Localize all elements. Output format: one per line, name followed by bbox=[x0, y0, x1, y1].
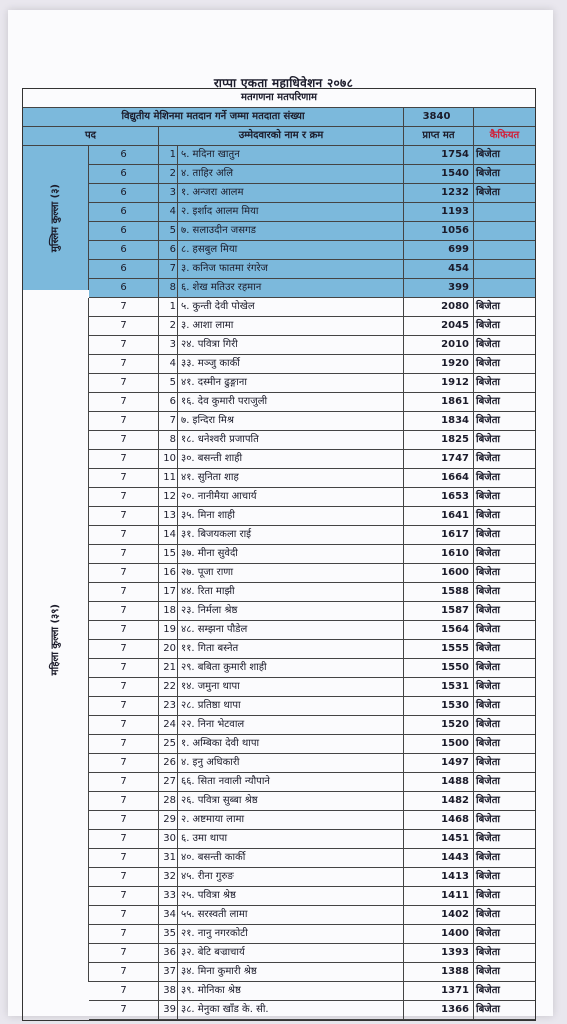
post-cell: 7 bbox=[89, 431, 159, 449]
candidate-name-cell: ३०. बसन्ती शाही bbox=[178, 450, 404, 468]
remark-cell: बिजेता bbox=[476, 776, 501, 787]
candidate-name-cell: ३३. मञ्जु कार्की bbox=[178, 355, 404, 373]
votes-cell: 1530 bbox=[404, 697, 474, 715]
candidate-name-cell: २९. बबिता कुमारी शाही bbox=[178, 659, 404, 677]
votes-cell: 1540 bbox=[404, 165, 474, 183]
votes-cell: 1550 bbox=[404, 659, 474, 677]
table-row bbox=[89, 621, 535, 640]
remark-cell: बिजेता bbox=[476, 168, 501, 179]
votes-cell: 1371 bbox=[404, 982, 474, 1000]
table-row bbox=[89, 431, 535, 450]
votes-cell: 1413 bbox=[404, 868, 474, 886]
votes-cell: 1653 bbox=[404, 488, 474, 506]
table-row bbox=[89, 279, 535, 298]
candidate-name-cell: ४५. रीना गुरुङ bbox=[178, 868, 404, 886]
rank-cell: 27 bbox=[159, 773, 178, 791]
header-remarks: कैफियत bbox=[489, 130, 520, 141]
post-cell: 7 bbox=[89, 659, 159, 677]
table-row bbox=[89, 298, 535, 317]
table-row bbox=[89, 564, 535, 583]
candidate-name-cell: १४. जमुना थापा bbox=[178, 678, 404, 696]
post-cell: 7 bbox=[89, 507, 159, 525]
remark-cell: बिजेता bbox=[476, 624, 501, 635]
table-row bbox=[89, 754, 535, 773]
remark-cell: बिजेता bbox=[476, 719, 501, 730]
post-cell: 7 bbox=[89, 355, 159, 373]
group-label bbox=[23, 146, 89, 290]
votes-cell: 1500 bbox=[404, 735, 474, 753]
rank-cell: 33 bbox=[159, 887, 178, 905]
remark-cell: बिजेता bbox=[476, 928, 501, 939]
rank-cell: 35 bbox=[159, 925, 178, 943]
rank-cell: 29 bbox=[159, 811, 178, 829]
rank-cell: 3 bbox=[159, 184, 178, 202]
votes-cell: 454 bbox=[404, 260, 474, 278]
remark-cell: बिजेता bbox=[476, 871, 501, 882]
rank-cell: 37 bbox=[159, 963, 178, 981]
post-cell: 6 bbox=[89, 146, 159, 164]
candidate-name-cell: २१. नानु नगरकोटी bbox=[178, 925, 404, 943]
remark-cell: बिजेता bbox=[476, 833, 501, 844]
rank-cell: 39 bbox=[159, 1001, 178, 1019]
remark-cell: बिजेता bbox=[476, 852, 501, 863]
remark-cell: बिजेता bbox=[476, 1004, 501, 1015]
candidate-name-cell: २६. पवित्रा सुब्बा श्रेष्ठ bbox=[178, 792, 404, 810]
table-row bbox=[89, 469, 535, 488]
votes-cell: 1610 bbox=[404, 545, 474, 563]
votes-cell: 1641 bbox=[404, 507, 474, 525]
table-row bbox=[89, 393, 535, 412]
rank-cell: 22 bbox=[159, 678, 178, 696]
remark-cell: बिजेता bbox=[476, 339, 501, 350]
remark-cell bbox=[474, 260, 535, 278]
post-cell: 7 bbox=[89, 621, 159, 639]
table-row bbox=[89, 165, 535, 184]
remark-cell: बिजेता bbox=[476, 567, 501, 578]
rank-cell: 31 bbox=[159, 849, 178, 867]
rank-cell: 11 bbox=[159, 469, 178, 487]
post-cell: 7 bbox=[89, 811, 159, 829]
post-cell: 7 bbox=[89, 849, 159, 867]
rank-cell: 5 bbox=[159, 222, 178, 240]
votes-cell: 1564 bbox=[404, 621, 474, 639]
candidate-name-cell: २८. प्रतिष्ठा थापा bbox=[178, 697, 404, 715]
subtitle-row bbox=[23, 89, 535, 108]
post-cell: 7 bbox=[89, 678, 159, 696]
votes-cell: 1488 bbox=[404, 773, 474, 791]
votes-cell: 1393 bbox=[404, 944, 474, 962]
candidate-name-cell: ८. हसबुल मिया bbox=[178, 241, 404, 259]
votes-cell: 1232 bbox=[404, 184, 474, 202]
rank-cell: 4 bbox=[159, 203, 178, 221]
candidate-name-cell: १. अम्बिका देवी थापा bbox=[178, 735, 404, 753]
rank-cell: 38 bbox=[159, 982, 178, 1000]
post-cell: 7 bbox=[89, 773, 159, 791]
remark-cell: बिजेता bbox=[476, 662, 501, 673]
rank-cell: 12 bbox=[159, 488, 178, 506]
table-row bbox=[89, 260, 535, 279]
post-cell: 7 bbox=[89, 754, 159, 772]
table-row bbox=[89, 507, 535, 526]
post-cell: 7 bbox=[89, 317, 159, 335]
post-cell: 7 bbox=[89, 602, 159, 620]
candidate-name-cell: ३५. मिना शाही bbox=[178, 507, 404, 525]
remark-cell bbox=[474, 241, 535, 259]
rank-cell: 25 bbox=[159, 735, 178, 753]
rank-cell: 1 bbox=[159, 298, 178, 316]
candidate-name-cell: २३. निर्मला श्रेष्ठ bbox=[178, 602, 404, 620]
candidate-name-cell: ३८. मेनुका खाँड के. सी. bbox=[178, 1001, 404, 1019]
rank-cell: 5 bbox=[159, 374, 178, 392]
post-cell: 7 bbox=[89, 868, 159, 886]
rank-cell: 23 bbox=[159, 697, 178, 715]
table-row bbox=[89, 336, 535, 355]
table-row bbox=[89, 450, 535, 469]
rank-cell: 28 bbox=[159, 792, 178, 810]
candidate-name-cell: ३७. मीना सुवेदी bbox=[178, 545, 404, 563]
votes-cell: 1531 bbox=[404, 678, 474, 696]
table-row bbox=[89, 203, 535, 222]
remark-cell: बिजेता bbox=[476, 358, 501, 369]
remark-cell: बिजेता bbox=[476, 985, 501, 996]
candidate-name-cell: २. इर्शाद आलम मिया bbox=[178, 203, 404, 221]
rank-cell: 15 bbox=[159, 545, 178, 563]
rank-cell: 19 bbox=[159, 621, 178, 639]
post-cell: 7 bbox=[89, 925, 159, 943]
table-row bbox=[89, 488, 535, 507]
candidate-name-cell: २. अष्टमाया लामा bbox=[178, 811, 404, 829]
table-row bbox=[89, 659, 535, 678]
remark-cell: बिजेता bbox=[476, 396, 501, 407]
rank-cell: 24 bbox=[159, 716, 178, 734]
rank-cell: 2 bbox=[159, 165, 178, 183]
remark-cell bbox=[474, 279, 535, 297]
remark-cell: बिजेता bbox=[476, 415, 501, 426]
votes-cell: 2045 bbox=[404, 317, 474, 335]
votes-cell: 2010 bbox=[404, 336, 474, 354]
table-row bbox=[89, 1001, 535, 1020]
post-cell: 6 bbox=[89, 279, 159, 297]
remark-cell: बिजेता bbox=[476, 947, 501, 958]
remark-cell: बिजेता bbox=[476, 586, 501, 597]
post-cell: 7 bbox=[89, 1001, 159, 1019]
votes-cell: 1388 bbox=[404, 963, 474, 981]
table-row bbox=[89, 678, 535, 697]
votes-cell: 399 bbox=[404, 279, 474, 297]
rank-cell: 21 bbox=[159, 659, 178, 677]
post-cell: 6 bbox=[89, 203, 159, 221]
rank-cell: 3 bbox=[159, 336, 178, 354]
rank-cell: 1 bbox=[159, 146, 178, 164]
candidate-name-cell: १८. धनेश्वरी प्रजापति bbox=[178, 431, 404, 449]
post-cell: 7 bbox=[89, 564, 159, 582]
remark-cell: बिजेता bbox=[476, 377, 501, 388]
table-row bbox=[89, 963, 535, 982]
rank-cell: 17 bbox=[159, 583, 178, 601]
table-row bbox=[89, 222, 535, 241]
candidate-name-cell: ३. कनिज फातमा रंगरेज bbox=[178, 260, 404, 278]
table-row bbox=[89, 146, 535, 165]
candidate-name-cell: २७. पूजा राणा bbox=[178, 564, 404, 582]
post-cell: 7 bbox=[89, 583, 159, 601]
candidate-name-cell: ३४. मिना कुमारी श्रेष्ठ bbox=[178, 963, 404, 981]
remark-cell: बिजेता bbox=[476, 966, 501, 977]
post-cell: 7 bbox=[89, 450, 159, 468]
votes-cell: 1555 bbox=[404, 640, 474, 658]
votes-cell: 2080 bbox=[404, 298, 474, 316]
post-cell: 7 bbox=[89, 469, 159, 487]
post-cell: 7 bbox=[89, 640, 159, 658]
candidate-name-cell: ६. शेख मतिउर रहमान bbox=[178, 279, 404, 297]
votes-cell: 1497 bbox=[404, 754, 474, 772]
table-row bbox=[89, 412, 535, 431]
votes-cell: 1193 bbox=[404, 203, 474, 221]
remark-cell bbox=[474, 222, 535, 240]
remark-cell: बिजेता bbox=[476, 320, 501, 331]
table-row bbox=[89, 545, 535, 564]
rank-cell: 34 bbox=[159, 906, 178, 924]
group-label-text: मुस्लिम कुल्ला (३) bbox=[49, 183, 61, 253]
table-row bbox=[89, 602, 535, 621]
post-cell: 7 bbox=[89, 393, 159, 411]
candidate-name-cell: ४०. बसन्ती कार्की bbox=[178, 849, 404, 867]
table-row bbox=[89, 925, 535, 944]
header-candidate: उम्मेदवारको नाम र क्रम bbox=[159, 127, 404, 145]
remark-cell bbox=[474, 203, 535, 221]
candidate-name-cell: ४१. सुनिता शाह bbox=[178, 469, 404, 487]
rank-cell: 6 bbox=[159, 393, 178, 411]
votes-cell: 1587 bbox=[404, 602, 474, 620]
votes-cell: 1834 bbox=[404, 412, 474, 430]
candidate-name-cell: ५. कुन्ती देवी पोखेल bbox=[178, 298, 404, 316]
remark-cell: बिजेता bbox=[476, 529, 501, 540]
table-row bbox=[89, 811, 535, 830]
candidate-name-cell: ७. इन्दिरा मिश्र bbox=[178, 412, 404, 430]
post-cell: 7 bbox=[89, 792, 159, 810]
candidate-name-cell: २०. नानीमैया आचार्य bbox=[178, 488, 404, 506]
votes-cell: 1920 bbox=[404, 355, 474, 373]
voter-count-label: विद्युतीय मेशिनमा मतदान गर्ने जम्मा मतदाता संख्या bbox=[23, 108, 404, 126]
remark-cell: बिजेता bbox=[476, 434, 501, 445]
rank-cell: 14 bbox=[159, 526, 178, 544]
remark-cell: बिजेता bbox=[476, 301, 501, 312]
post-cell: 7 bbox=[89, 298, 159, 316]
post-cell: 7 bbox=[89, 830, 159, 848]
candidate-name-cell: ५. मदिना खातुन bbox=[178, 146, 404, 164]
post-cell: 6 bbox=[89, 260, 159, 278]
candidate-name-cell: ७. सलाउदीन जसगड bbox=[178, 222, 404, 240]
votes-cell: 1366 bbox=[404, 1001, 474, 1019]
post-cell: 6 bbox=[89, 222, 159, 240]
table-row bbox=[89, 583, 535, 602]
rank-cell: 8 bbox=[159, 431, 178, 449]
votes-cell: 1400 bbox=[404, 925, 474, 943]
votes-cell: 1468 bbox=[404, 811, 474, 829]
rank-cell: 4 bbox=[159, 355, 178, 373]
candidate-name-cell: ४४. रिता माझी bbox=[178, 583, 404, 601]
votes-cell: 1402 bbox=[404, 906, 474, 924]
table-row bbox=[89, 640, 535, 659]
rank-cell: 13 bbox=[159, 507, 178, 525]
votes-cell: 1747 bbox=[404, 450, 474, 468]
column-header-row bbox=[23, 127, 535, 146]
candidate-name-cell: ३. आशा लामा bbox=[178, 317, 404, 335]
post-cell: 6 bbox=[89, 184, 159, 202]
candidate-name-cell: ३९. मोनिका श्रेष्ठ bbox=[178, 982, 404, 1000]
candidate-name-cell: ४१. दस्मीन ढुङ्गाना bbox=[178, 374, 404, 392]
rank-cell: 26 bbox=[159, 754, 178, 772]
group-block bbox=[23, 298, 535, 1020]
document-title: राप्पा एकता महाधिवेशन २०७८ bbox=[213, 76, 354, 90]
table-row bbox=[89, 697, 535, 716]
table-row bbox=[89, 868, 535, 887]
remark-cell: बिजेता bbox=[476, 605, 501, 616]
rank-cell: 7 bbox=[159, 412, 178, 430]
votes-cell: 1520 bbox=[404, 716, 474, 734]
group-label bbox=[23, 298, 89, 982]
candidate-name-cell: ११. गिता बस्नेत bbox=[178, 640, 404, 658]
post-cell: 6 bbox=[89, 241, 159, 259]
candidate-name-cell: १. अन्जरा आलम bbox=[178, 184, 404, 202]
votes-cell: 1912 bbox=[404, 374, 474, 392]
voter-count-row bbox=[23, 108, 535, 127]
remark-cell: बिजेता bbox=[476, 757, 501, 768]
remark-cell: बिजेता bbox=[476, 149, 501, 160]
post-cell: 7 bbox=[89, 545, 159, 563]
table-row bbox=[89, 526, 535, 545]
remark-cell: बिजेता bbox=[476, 738, 501, 749]
candidate-name-cell: ३२. बेटि बज्राचार्य bbox=[178, 944, 404, 962]
votes-cell: 1617 bbox=[404, 526, 474, 544]
remark-cell: बिजेता bbox=[476, 700, 501, 711]
candidate-name-cell: ६. उमा थापा bbox=[178, 830, 404, 848]
header-votes: प्राप्त मत bbox=[404, 127, 474, 145]
table-row bbox=[89, 982, 535, 1001]
post-cell: 7 bbox=[89, 488, 159, 506]
table-row bbox=[89, 317, 535, 336]
votes-cell: 1588 bbox=[404, 583, 474, 601]
votes-cell: 1411 bbox=[404, 887, 474, 905]
table-row bbox=[89, 735, 535, 754]
rank-cell: 20 bbox=[159, 640, 178, 658]
remark-cell: बिजेता bbox=[476, 548, 501, 559]
table-body bbox=[23, 146, 535, 1020]
remark-cell: बिजेता bbox=[476, 453, 501, 464]
post-cell: 7 bbox=[89, 336, 159, 354]
remark-cell: बिजेता bbox=[476, 909, 501, 920]
voter-count-value: 3840 bbox=[404, 108, 474, 126]
results-table bbox=[22, 88, 536, 1021]
table-row bbox=[89, 906, 535, 925]
remark-cell: बिजेता bbox=[476, 187, 501, 198]
votes-cell: 1754 bbox=[404, 146, 474, 164]
remark-cell: बिजेता bbox=[476, 510, 501, 521]
table-row bbox=[89, 887, 535, 906]
post-cell: 7 bbox=[89, 944, 159, 962]
post-cell: 7 bbox=[89, 412, 159, 430]
candidate-name-cell: १६. देव कुमारी पराजुली bbox=[178, 393, 404, 411]
votes-cell: 699 bbox=[404, 241, 474, 259]
post-cell: 7 bbox=[89, 526, 159, 544]
table-row bbox=[89, 184, 535, 203]
votes-cell: 1443 bbox=[404, 849, 474, 867]
table-row bbox=[89, 944, 535, 963]
post-cell: 7 bbox=[89, 887, 159, 905]
candidate-name-cell: ४. इनु अधिकारी bbox=[178, 754, 404, 772]
rank-cell: 2 bbox=[159, 317, 178, 335]
remark-cell: बिजेता bbox=[476, 890, 501, 901]
remark-cell: बिजेता bbox=[476, 472, 501, 483]
header-post: पद bbox=[23, 127, 159, 145]
rank-cell: 8 bbox=[159, 279, 178, 297]
post-cell: 6 bbox=[89, 165, 159, 183]
votes-cell: 1451 bbox=[404, 830, 474, 848]
remark-cell: बिजेता bbox=[476, 643, 501, 654]
rank-cell: 18 bbox=[159, 602, 178, 620]
votes-cell: 1056 bbox=[404, 222, 474, 240]
post-cell: 7 bbox=[89, 374, 159, 392]
remark-cell: बिजेता bbox=[476, 681, 501, 692]
candidate-name-cell: २४. पवित्रा गिरी bbox=[178, 336, 404, 354]
table-row bbox=[89, 241, 535, 260]
table-row bbox=[89, 792, 535, 811]
post-cell: 7 bbox=[89, 697, 159, 715]
table-subtitle: मतगणना मतपरिणाम bbox=[240, 92, 317, 103]
remark-cell: बिजेता bbox=[476, 491, 501, 502]
votes-cell: 1825 bbox=[404, 431, 474, 449]
votes-cell: 1600 bbox=[404, 564, 474, 582]
post-cell: 7 bbox=[89, 963, 159, 981]
table-row bbox=[89, 830, 535, 849]
remark-cell: बिजेता bbox=[476, 795, 501, 806]
table-row bbox=[89, 374, 535, 393]
voter-count-blank bbox=[474, 108, 535, 126]
post-cell: 7 bbox=[89, 906, 159, 924]
votes-cell: 1482 bbox=[404, 792, 474, 810]
rank-cell: 10 bbox=[159, 450, 178, 468]
table-row bbox=[89, 849, 535, 868]
group-block bbox=[23, 146, 535, 298]
post-cell: 7 bbox=[89, 716, 159, 734]
table-row bbox=[89, 773, 535, 792]
candidate-name-cell: ६६. सिता नवाली न्यौपाने bbox=[178, 773, 404, 791]
candidate-name-cell: ४. ताहिर अलि bbox=[178, 165, 404, 183]
post-cell: 7 bbox=[89, 735, 159, 753]
candidate-name-cell: ४८. सम्झना पौडेल bbox=[178, 621, 404, 639]
rank-cell: 6 bbox=[159, 241, 178, 259]
rank-cell: 36 bbox=[159, 944, 178, 962]
candidate-name-cell: ३१. बिजयकला राई bbox=[178, 526, 404, 544]
group-label-text: महिला कुल्ला (३९) bbox=[49, 604, 61, 676]
remark-cell: बिजेता bbox=[476, 814, 501, 825]
table-row bbox=[89, 716, 535, 735]
rank-cell: 30 bbox=[159, 830, 178, 848]
table-row bbox=[89, 355, 535, 374]
votes-cell: 1664 bbox=[404, 469, 474, 487]
rank-cell: 7 bbox=[159, 260, 178, 278]
candidate-name-cell: २५. पवित्रा श्रेष्ठ bbox=[178, 887, 404, 905]
candidate-name-cell: २२. निना भेटवाल bbox=[178, 716, 404, 734]
votes-cell: 1861 bbox=[404, 393, 474, 411]
rank-cell: 16 bbox=[159, 564, 178, 582]
post-cell: 7 bbox=[89, 982, 159, 1000]
candidate-name-cell: ५५. सरस्वती लामा bbox=[178, 906, 404, 924]
rank-cell: 32 bbox=[159, 868, 178, 886]
